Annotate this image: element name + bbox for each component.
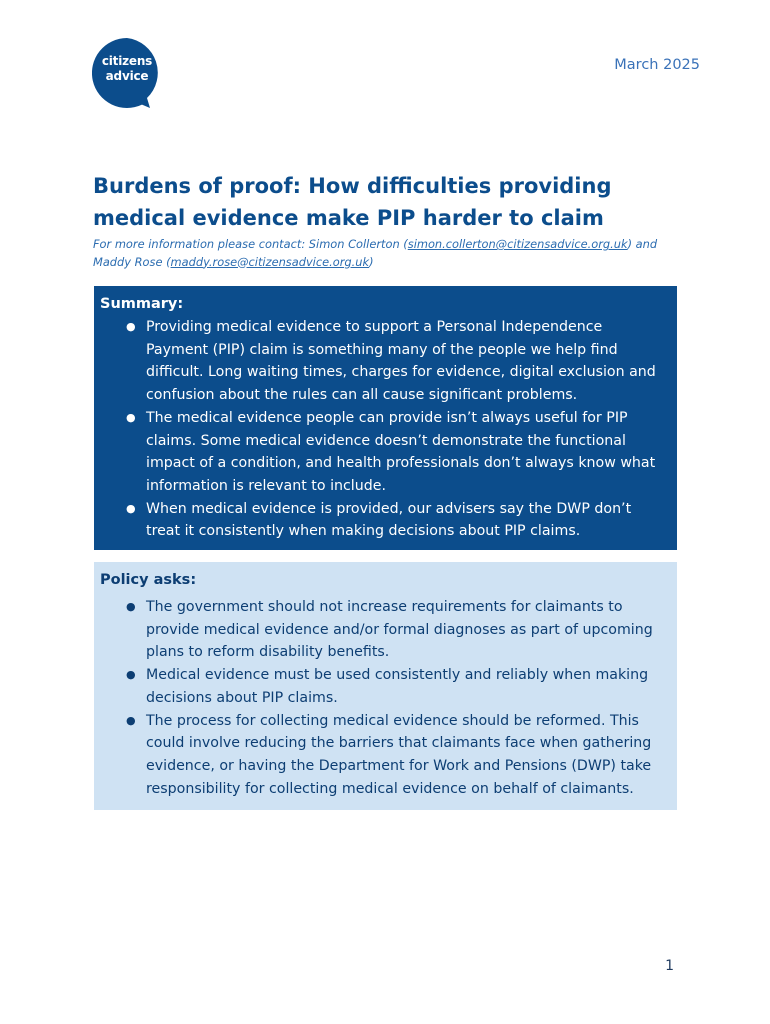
summary-item-text: When medical evidence is provided, our advisers say the DWP don’t treat it consistently when making decisions about PIP claims. bbox=[146, 500, 632, 540]
logo-line1: citizens bbox=[101, 54, 153, 68]
bullet-icon: ● bbox=[126, 668, 136, 682]
policy-item-text: Medical evidence must be used consistently and reliably when making decisions about PIP claims. bbox=[146, 667, 649, 706]
summary-item-text: The medical evidence people can provide isn’t always useful for PIP claims. Some medical evidence doesn’t demonstrate the functional impact of a condition, and health professionals don’t always know what information is relevant to include. bbox=[146, 409, 656, 494]
policy-item-text: The process for collecting medical evidence should be reformed. This could involve reducing the barriers that claimants face when gathering evidence, or having the Department for Work and Pensions (DWP) take responsibility for collecting medical evidence on behalf of claimants. bbox=[146, 712, 652, 797]
contact-end: ) bbox=[369, 254, 374, 269]
contact-middle: ) and Maddy Rose ( bbox=[93, 237, 658, 269]
bullet-icon: ● bbox=[126, 320, 136, 333]
policy-item bbox=[100, 664, 663, 709]
policy-item bbox=[100, 596, 663, 664]
email-link-simon[interactable]: simon.collerton@citizensadvice.org.uk bbox=[407, 237, 628, 251]
policy-item bbox=[100, 710, 663, 801]
page-number: 1 bbox=[665, 958, 674, 974]
bullet-icon: ● bbox=[126, 713, 136, 727]
contact-info bbox=[93, 236, 673, 271]
bullet-icon: ● bbox=[126, 501, 136, 515]
citizens-advice-logo bbox=[92, 38, 162, 108]
policy-heading: Policy asks: bbox=[100, 572, 197, 588]
logo-text bbox=[92, 54, 162, 84]
contact-intro: For more information please contact: Simon Collerton ( bbox=[93, 237, 408, 251]
publication-date: March 2025 bbox=[614, 57, 700, 73]
summary-item bbox=[100, 498, 663, 543]
policy-list bbox=[100, 596, 663, 800]
policy-asks-box bbox=[94, 562, 677, 810]
summary-box bbox=[94, 286, 677, 550]
document-title: Burdens of proof: How difficulties providing medical evidence make PIP harder to claim bbox=[93, 174, 612, 230]
email-link-maddy[interactable]: maddy.rose@citizensadvice.org.uk bbox=[170, 254, 370, 269]
summary-item bbox=[100, 316, 663, 407]
summary-item bbox=[100, 407, 663, 498]
summary-item-text: Providing medical evidence to support a Personal Independence Payment (PIP) claim is something many of the people we help find difficult. Long waiting times, charges for evidence, digital exclusion and confusion about the rules can all cause significant problems. bbox=[146, 319, 656, 404]
logo-line2: advice bbox=[105, 69, 149, 83]
policy-item-text: The government should not increase requirements for claimants to provide medical evidence and/or formal diagnoses as part of upcoming plans to reform disability benefits. bbox=[146, 599, 653, 661]
bullet-icon: ● bbox=[126, 600, 136, 613]
bullet-icon: ● bbox=[126, 410, 136, 424]
summary-list bbox=[100, 316, 663, 543]
summary-heading: Summary: bbox=[100, 296, 184, 312]
